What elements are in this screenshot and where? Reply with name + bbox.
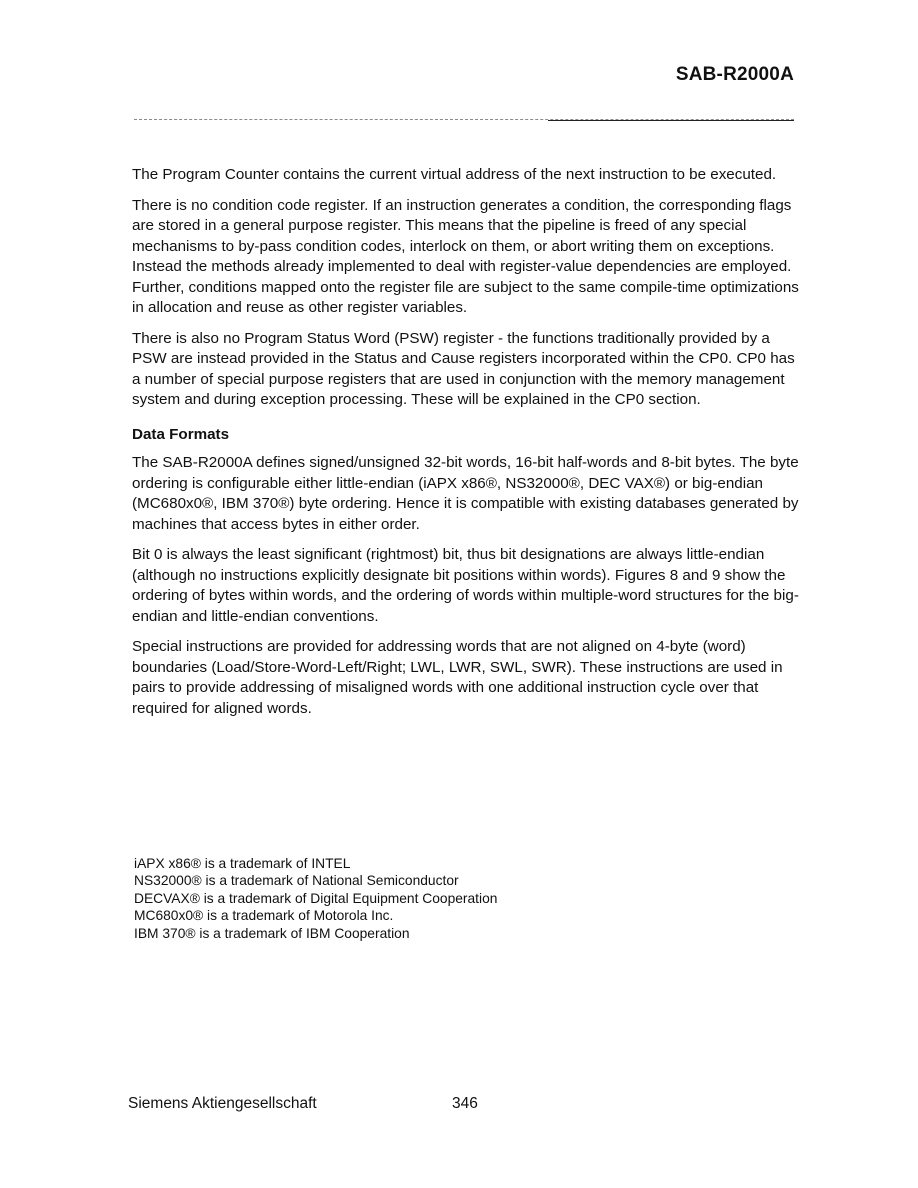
footnote: IBM 370® is a trademark of IBM Cooperation [134,925,410,941]
section-heading: Data Formats [132,425,230,443]
footer-company: Siemens Aktiengesellschaft [128,1095,317,1112]
paragraph: There is also no Program Status Word (PSW) register - the functions traditionally provided by a PSW are instead provided in the Status and Cause registers incorporated within the CP0. CP0 has a number of special purpose registers that are used in conjunction with the memory management system and during exception processing. These will be explained in the CP0 section. [132,329,795,408]
footnote: DECVAX® is a trademark of Digital Equipment Cooperation [134,890,498,906]
page-header-title: SAB-R2000A [675,64,794,85]
page-number: 346 [452,1095,478,1112]
footnote: NS32000® is a trademark of National Semiconductor [134,873,459,889]
paragraph: Bit 0 is always the least significant (rightmost) bit, thus bit designations are always little-endian (although no instructions explicitly designate bit positions within words). Figures 8 and 9 show the ordering of bytes within words, and the ordering of words within multiple-word structures for the big-endian and little-endian conventions. [132,546,799,625]
document-body [132,165,800,729]
paragraph: Special instructions are provided for addressing words that are not aligned on 4-byte (word) boundaries (Load/Store-Word-Left/Right; LWL, LWR, SWL, SWR). These instructions are used in pairs to provide addressing of misaligned words with one additional instruction cycle over that required for aligned words. [132,638,783,717]
header-divider-solid [548,120,794,121]
footnote: MC680x0® is a trademark of Motorola Inc. [134,908,394,924]
paragraph: The SAB-R2000A defines signed/unsigned 32-bit words, 16-bit half-words and 8-bit bytes. The byte ordering is configurable either little-endian (iAPX x86®, NS32000®, DEC VAX®) or big-endian (MC680x0®, IBM 370®) byte ordering. Hence it is compatible with existing databases generated by machines that access bytes in either order. [132,454,799,533]
footnote: iAPX x86® is a trademark of INTEL [134,856,351,871]
paragraph: There is no condition code register. If an instruction generates a condition, the corresponding flags are stored in a general purpose register. This means that the pipeline is freed of any special mechanisms to by-pass condition codes, interlock on them, or abort writing them on exceptions. Instead the methods already implemented to deal with register-value dependencies are employed. Further, conditions mapped onto the register file are subject to the same compile-time optimizations in allocation and reuse as other register variables. [132,196,799,316]
paragraph: The Program Counter contains the current virtual address of the next instruction to be executed. [132,166,777,183]
trademark-footnotes [134,855,694,942]
